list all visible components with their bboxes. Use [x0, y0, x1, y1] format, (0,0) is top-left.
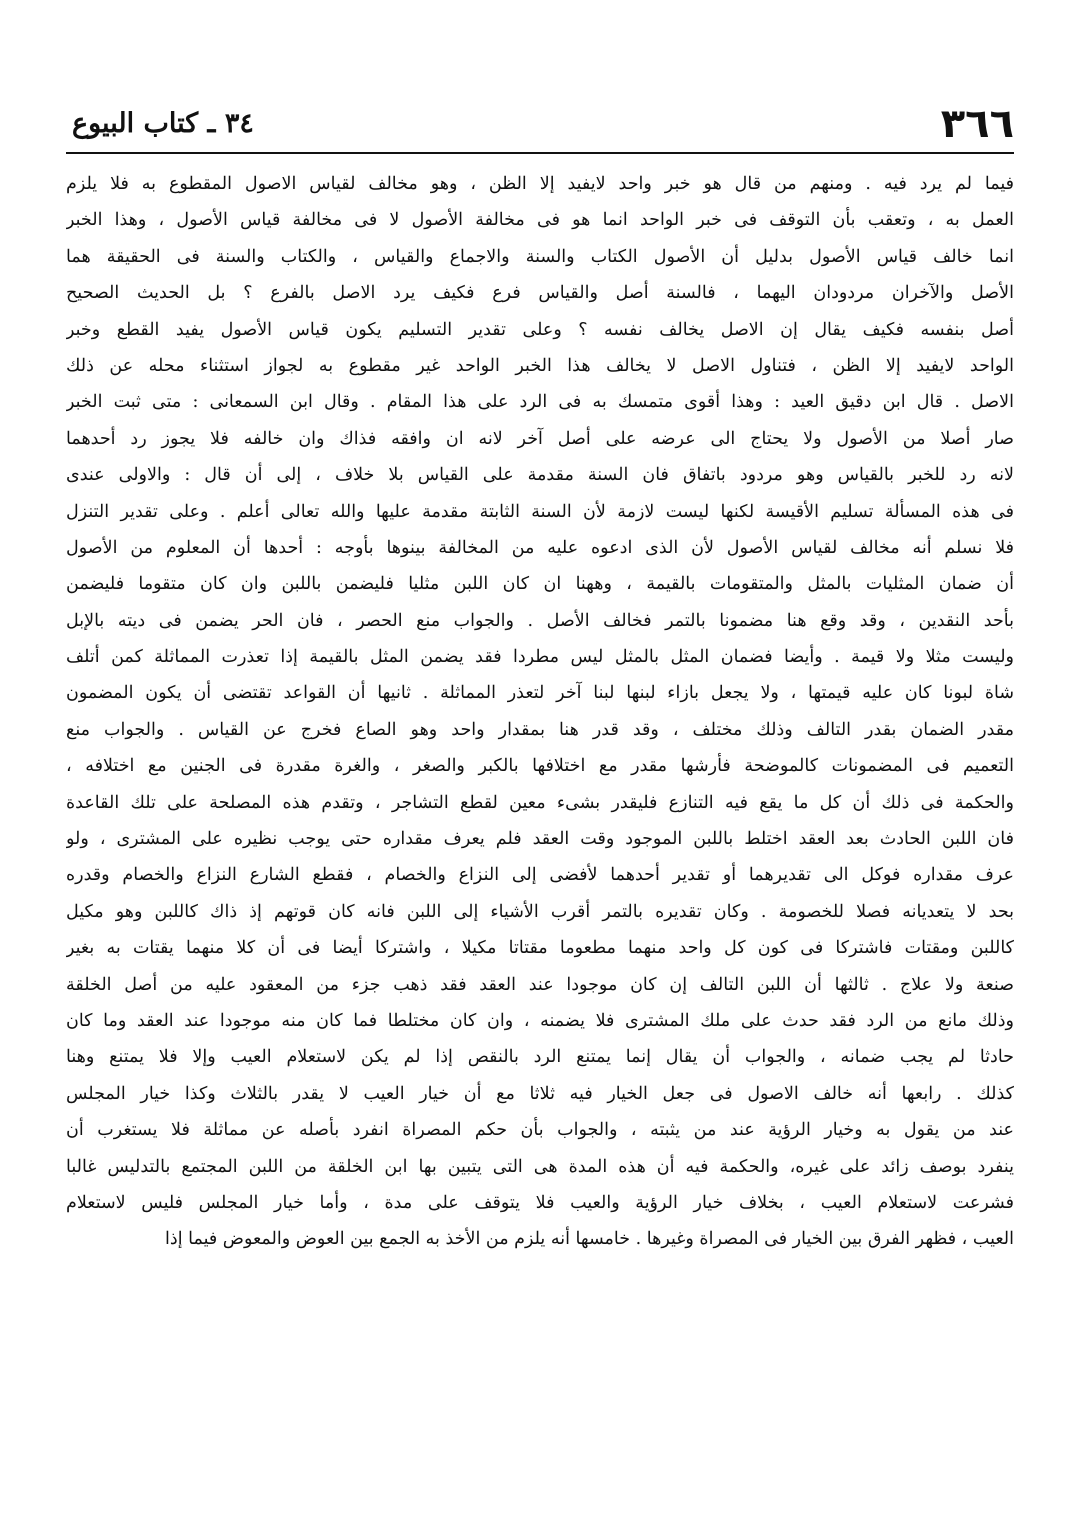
text-line: بحد لا يتعديانه فصلا للخصومة . وكان تقديره بالتمر أقرب الأشياء إلى اللبن فانه كان قوتهم إذ ذاك كاللبن وهو مكيل [66, 901, 1014, 922]
text-line: كذلك . رابعها أنه خالف الاصول فى جعل الخيار فيه ثلاثا مع أن خيار العيب لا يقدر بالثلاث وكذا خيار المجلس [66, 1083, 1014, 1104]
text-line: انما خالف قياس الأصول بدليل أن الأصول الكتاب والسنة والاجماع والقياس ، والكتاب والسنة فى الحقيقة هما [66, 246, 1014, 267]
text-line: صنعة ولا علاج . ثالثها أن اللبن التالف إن كان موجودا عند العقد فقد ذهب جزء من المعقود عليه من أصل الخلقة [66, 974, 1014, 995]
text-line: فان اللبن الحادث بعد العقد اختلط باللبن الموجود وقت العقد فلم يعرف مقداره حتى يوجب نظيره على المشترى ، ولو [66, 829, 1014, 850]
header-rule [66, 152, 1014, 154]
text-line: لانه رد للخبر بالقياس وهو مردود باتفاق فان السنة مقدمة على القياس بلا خلاف ، إلى أن قال : والاولى عندى [66, 465, 1014, 486]
text-line: أن ضمان المثليات بالمثل والمتقومات بالقيمة ، وههنا ان كان اللبن مثليا فليضمن باللبن وان كان متقوما فليضمن [66, 574, 1014, 595]
text-line: والحكمة فى ذلك أن كل ما يقع فيه التنازع فليقدر بشىء معين لقطع التشاجر ، وتقدم هذه المصلحة على تلك القاعدة [66, 792, 1014, 813]
body-text [66, 166, 1014, 1486]
text-line: التعميم فى المضمونات كالموضحة فأرشها مقدر مع اختلافها بالكبر والصغر ، والغرة مقدرة فى الجنين مع اختلافه ، [66, 756, 1014, 777]
text-line: مقدر الضمان بقدر التالف وذلك مختلف ، وقد قدر هنا بمقدار واحد وهو الصاع فخرج عن القياس . والجواب منع [66, 719, 1014, 740]
text-line: فى هذه المسألة تسليم الأقيسة لكنها ليست لازمة لأن السنة الثابتة مقدمة عليها والله تعالى أعلم . وعلى تقدير التنزل [66, 501, 1014, 522]
text-line: العمل به ، وتعقب بأن التوقف فى خبر الواحد انما هو فى مخالفة الأصول لا فى مخالفة قياس الأصول ، وهذا الخبر [66, 210, 1014, 231]
text-line: ينفرد بوصف زائد على غيره، والحكمة فيه أن هذه المدة هى التى يتبين بها ابن الخلقة من اللبن المجتمع بالتدليس غالبا [66, 1156, 1014, 1177]
text-line: كاللبن ومقتات فاشتركا فى كون كل واحد منهما مطعوما مقتاتا مكيلا ، واشتركا أيضا فى أن كلا منهما يقتات به بغير [66, 938, 1014, 959]
text-line: عند من يقول به وخيار الرؤية عند من يثبته ، والجواب بأن حكم المصراة انفرد بأصله عن مماثلة فلا يستغرب أن [66, 1120, 1014, 1141]
page-number: ٣٦٦ [940, 101, 1014, 147]
text-line: صار أصلا من الأصول ولا يحتاج الى عرضه على أصل آخر لانه ان وافقه فذاك وان خالفه فلا يجوز رد أحدهما [66, 428, 1014, 449]
text-line: الواحد لايفيد إلا الظن ، فتناول الاصل لا يخالف هذا الخبر الواحد غير مقطوع به لجواز استثناء محله عن ذلك [66, 355, 1014, 376]
text-line: أصل بنفسه فكيف يقال إن الاصل يخالف نفسه ؟ وعلى تقدير التسليم يكون قياس الأصول يفيد القطع وخبر [66, 319, 1014, 340]
text-line: بأحد النقدين ، وقد وقع هنا مضمونا بالتمر فخالف الأصل . والجواب منع الحصر ، فان الحر يضمن فى ديته بالإبل [66, 610, 1014, 631]
text-line: فيما لم يرد فيه . ومنهم من قال هو خبر واحد لايفيد إلا الظن ، وهو مخالف لقياس الاصول المقطوع به فلا يلزم [66, 174, 1014, 194]
text-line: العيب ، فظهر الفرق بين الخيار فى المصراة وغيرها . خامسها أنه يلزم من الأخذ به الجمع بين العوض والمعوض فيما إذا [165, 1229, 1014, 1250]
running-head [66, 98, 1014, 154]
text-line: الأصل والآخران مردودان اليهما ، فالسنة أصل والقياس فرع فكيف يرد الاصل بالفرع ؟ بل الحديث الصحيح [66, 283, 1014, 304]
text-line: عرف مقداره فوكل الى تقديرهما أو تقدير أحدهما لأفضى إلى النزاع والخصام ، فقطع الشارع النزاع والخصام وقدره [66, 865, 1014, 886]
text-line: حادثا لم يجب ضمانه ، والجواب أن يقال إنما يمتنع الرد بالنقص إذا لم يكن لاستعلام العيب وإلا فلا يمتنع وهنا [66, 1047, 1014, 1068]
text-line: وذلك مانع من الرد فقد حدث على ملك المشترى فلا يضمنه ، وان كان مختلطا فما كان منه موجودا عند العقد وما كان [66, 1010, 1014, 1031]
text-line: فشرعت لاستعلام العيب ، بخلاف خيار الرؤية والعيب فلا يتوقف على مدة ، وأما خيار المجلس فليس لاستعلام [66, 1192, 1014, 1213]
text-line: الاصل . قال ابن دقيق العيد : وهذا أقوى متمسك به فى الرد على هذا المقام . وقال ابن السمعانى : متى ثبت الخبر [66, 392, 1014, 413]
text-line: وليست مثلا ولا قيمة . وأيضا فضمان المثل بالمثل ليس مطردا فقد يضمن المثل بالقيمة إذا تعذرت المماثلة كمن أتلف [66, 647, 1014, 668]
text-line: شاة لبونا كان عليه قيمتها ، ولا يجعل بازاء لبنها لبنا آخر لتعذر المماثلة . ثانيها أن القواعد تقتضى أن يكون المضمون [66, 683, 1014, 704]
text-line: فلا نسلم أنه مخالف لقياس الأصول لأن الذى ادعوه عليه من المخالفة بينوها بأوجه : أحدها أن المعلوم من الأصول [66, 537, 1014, 558]
chapter-title: ٣٤ ـ كتاب البيوع [72, 108, 254, 139]
